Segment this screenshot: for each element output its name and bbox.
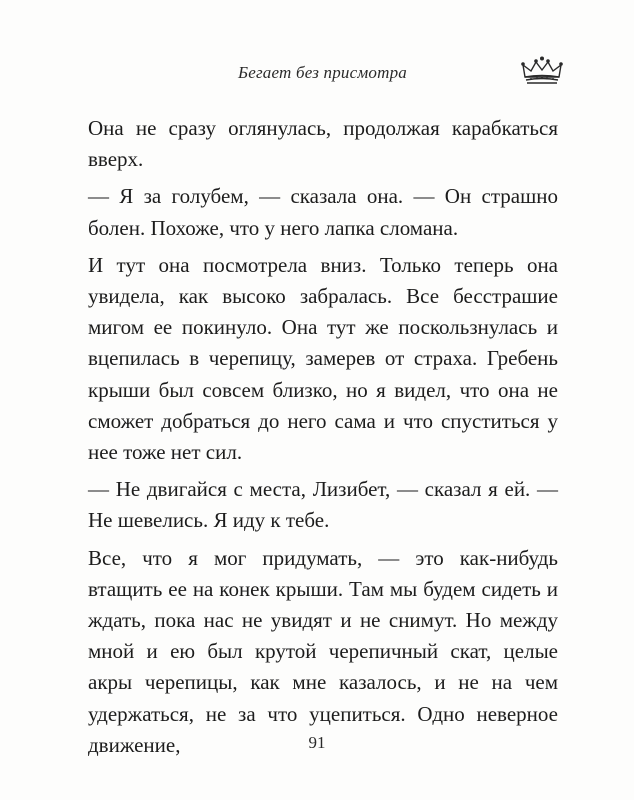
paragraph: Все, что я мог придумать, — это как-нибудь втащить ее на конек крыши. Там мы будем сидеть и ждать, пока нас не увидят и не снимут. Но между мной и ею был крутой черепичный скат, целые акры черепицы, как мне казалось, и не на чем удержаться, не за что уцепиться. Одно неверное движение, xyxy=(88,545,558,757)
body-text xyxy=(88,113,558,761)
paragraph: Она не сразу оглянулась, продолжая карабкаться вверх. xyxy=(88,116,558,172)
running-head-title: Бегает без присмотра xyxy=(238,63,407,82)
page-number: 91 xyxy=(308,733,326,752)
crown-icon xyxy=(519,55,565,85)
paragraph: — Не двигайся с места, Лизибет, — сказал я ей. — Не шевелись. Я иду к тебе. xyxy=(88,477,558,533)
paragraph: И тут она посмотрела вниз. Только теперь она увидела, как высоко забралась. Все бесстрашие мигом ее покинуло. Она тут же поскользнулась и вцепилась в черепицу, замерев от страха. Гребень крыши был совсем близко, но я видел, что она не сможет добраться до него сама и что спуститься у нее тоже нет сил. xyxy=(88,252,558,465)
paragraph: — Я за голубем, — сказала она. — Он страшно болен. Похоже, что у него лапка сломана. xyxy=(88,184,558,240)
